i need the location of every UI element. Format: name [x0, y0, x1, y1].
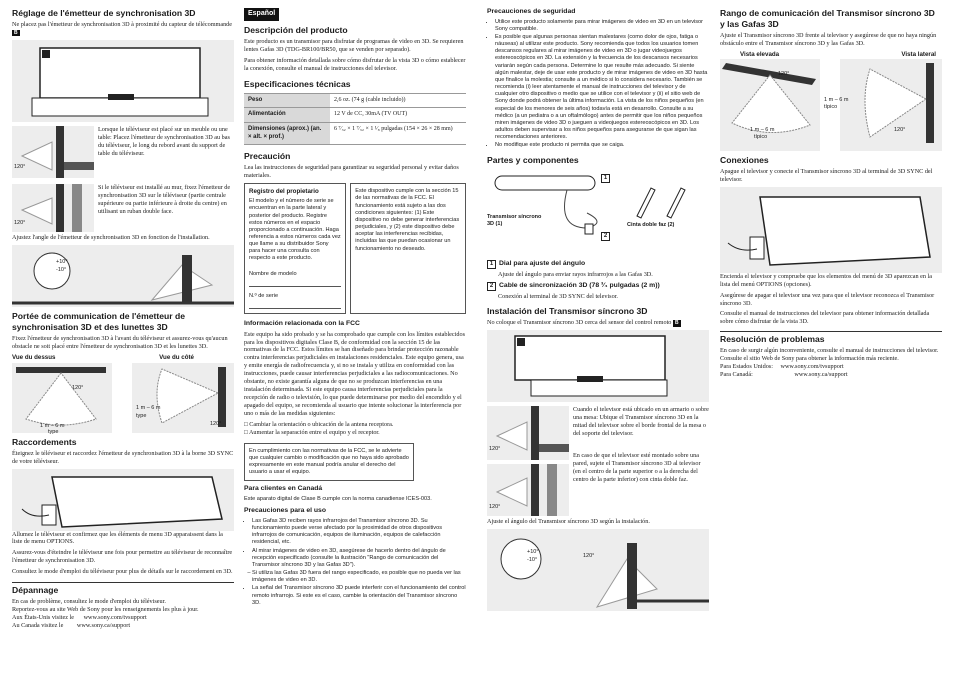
fcc-warning-box: En cumplimiento con las normativas de la FCC, se le advierte que cualquier cambio o modificación que no haya sido aprobado expresamente en este manual podría anular el derecho del usuario a usar el equipo.: [244, 443, 414, 482]
transmitter-label: Transmisor síncrono 3D (1): [487, 213, 542, 227]
heading-rango: Rango de comunicación del Transmisor síncrono 3D y las Gafas 3D: [720, 8, 935, 29]
para-sitio: Consulte el sitio Web de Sony para obtener la información más reciente.: [720, 355, 899, 363]
connection-illustration-es: [720, 187, 942, 273]
typical-top-label-es: típico: [754, 133, 768, 140]
tv-on-table-illustration: [12, 40, 234, 122]
heading-partes: Partes y componentes: [487, 154, 579, 165]
typical-side-label-es: típico: [824, 103, 838, 110]
note-wall-es: En caso de que el televisor esté montado sobre una pared, sujete el Transmisor síncrono 3D al televisor (en el centro de la parte superior o a la derecha del centro de la parte inferior) con cinta doble faz.: [573, 452, 701, 484]
view-side-label: Vue du côté: [159, 353, 194, 361]
list-item: • Las Gafas 3D reciben rayos infrarrojos del Transmisor síncrono 3D. Su funcionamiento puede verse afectado por la proximidad de otros dispositivos infrarrojos de comunicación, equipos de iluminación, equipos de calefacción residencial, etc.: [252, 518, 466, 547]
para-manual: Consulte el manual de instrucciones del televisor para obtener información detallada sobre cómo disfrutar de la vista 3D.: [720, 310, 930, 326]
list-item: – Si utiliza las Gafas 3D fuera del rango especificado, es posible que no pueda ver las imágenes de video en 3D.: [252, 570, 466, 584]
model-field-label: Nombre de modelo: [249, 271, 341, 287]
para-inconveniente: En caso de surgir algún inconveniente, consulte el manual de instrucciones del televisor.: [720, 347, 939, 355]
column-french: [12, 8, 234, 630]
ca-link[interactable]: www.sony.ca/support: [76, 622, 131, 629]
note-furniture: Lorsque le téléviseur est placé sur un meuble ou une table: Placez l'émetteur de synchronisation 3D au bas du téléviseur, le long du rebord avant du support de table du téléviseur.: [98, 125, 230, 157]
part-number-1: 1: [601, 174, 610, 183]
badge-b: B: [14, 29, 18, 36]
part-1: 1 Dial para ajuste del ángulo: [487, 260, 709, 269]
angle-label: 120°: [14, 163, 26, 170]
support-us-es: Para Estados Unidos: www.sony.com/tvsupport: [720, 363, 844, 371]
para-apagar: Asegúrese de apagar el televisor una vez para que el televisor reconozca el Transmisor síncrono 3D.: [720, 291, 935, 307]
us-link-es[interactable]: www.sony.com/tvsupport: [780, 363, 844, 371]
angle-label-es: 120°: [489, 446, 501, 453]
fcc-bullet-1: □ Cambiar la orientación o ubicación de la antena receptora.: [244, 420, 394, 428]
angle-label-2: 120°: [14, 219, 26, 226]
para-site: Reportez-vous au site Web de Sony pour les renseignements les plus à jour.: [12, 606, 199, 614]
column-spanish-1: [244, 8, 466, 608]
tilt-minus-label-es: -10°: [527, 557, 538, 564]
tilt-plus-label: +10°: [56, 258, 68, 265]
ca-link-es[interactable]: www.sony.ca/support: [794, 371, 848, 379]
view-side-label-es: Vista lateral: [901, 50, 936, 58]
language-tag: Español: [244, 8, 279, 21]
badge-b: B: [674, 320, 679, 327]
heading-descripcion: Descripción del producto: [244, 24, 348, 35]
tape-label: Cinta doble faz (2): [627, 221, 675, 228]
para-raccordements: Éteignez le téléviseur et raccordez l'émetteur de synchronisation 3D à la borne 3D SYNC de votre téléviseur.: [12, 449, 234, 465]
para-details: Consultez le mode d'emploi du téléviseur pour plus de détails sur le raccordement en 3D.: [12, 568, 233, 576]
para-descripcion: Este producto es un transmisor para disfrutar de programas de video en 3D. Se requieren lentes Gafas 3D (TDG-BR100/BR50, que se venden por separado).: [244, 37, 464, 53]
list-item: • Al mirar imágenes de video en 3D, asegúrese de hacerlo dentro del ángulo de recepción especificado (consulte la ilustración "Rango de comunicación del Transmisor síncrono 3D y las Gafas 3D").: [252, 548, 466, 569]
serial-field-label: N.º de serie: [249, 293, 341, 309]
list-item: • La señal del Transmisor síncrono 3D puede interferir con el funcionamiento del control remoto infrarrojo. Si este es el caso, cambie la orientación del Transmisor síncrono 3D.: [252, 585, 466, 606]
range-side-label: 1 m – 6 m: [136, 404, 161, 411]
typical-top-label: type: [48, 428, 59, 435]
table-row: Dimensiones (aprox.) (an. × alt. × prof.) 6 ⁷⁄₃₂ × 1 ⁷⁄₃₂ × 1 ¹⁄₈ pulgadas (154 × 26 × 28 mm): [244, 123, 466, 145]
para-opciones: Encienda el televisor y compruebe que los elementos del menú de 3D aparezcan en la lista del menú OPTIONS (opciones).: [720, 272, 933, 288]
angle-adjust-label-es: 120°: [583, 553, 595, 560]
heading-portee: Portée de communication de l'émetteur de synchronisation 3D et des lunettes 3D: [12, 310, 186, 332]
para-options: Allumez le téléviseur et confirmez que les éléments de menu 3D apparaissent dans la liste de menu OPTIONS.: [12, 530, 223, 546]
heading-fcc: Información relacionada con la FCC: [244, 319, 360, 327]
para-reglage: Ne placez pas l'émetteur de synchronisation 3D à proximité du capteur de télécommande B: [12, 21, 233, 36]
heading-problemas: Resolución de problemas: [720, 331, 942, 345]
specs-table: [244, 93, 466, 146]
view-top-label-es: Vista elevada: [740, 50, 780, 58]
typical-side-label: type: [136, 412, 147, 419]
table-row: Peso 2,6 oz. (74 g (cable incluido)): [244, 93, 466, 108]
adjust-angle-text: Ajustez l'angle de l'émetteur de synchronisation 3D en fonction de l'installation.: [12, 233, 210, 241]
heading-especificaciones: Especificaciones técnicas: [244, 78, 351, 89]
connection-illustration: [12, 469, 234, 531]
para-probleme: En cas de problème, consultez le mode d'emploi du téléviseur.: [12, 598, 166, 606]
heading-reglage: Réglage de l'émetteur de synchronisation 3D: [12, 8, 196, 18]
owner-registration-box: Registro del propietario El modelo y el número de serie se encuentran en la parte lateral y posterior del producto. Registre estos números en el espacio proporcionado a continuación. Haga referencia a estos números cada vez que llame a su distribuidor Sony para hacer una consulta con respecto a este producto. Nombre de modelo N.º de serie: [244, 183, 346, 314]
seguridad-list: [487, 19, 709, 150]
tilt-plus-label-es: +10°: [527, 549, 539, 556]
heading-raccordements: Raccordements: [12, 436, 77, 447]
parts-illustration: [487, 168, 709, 256]
support-ca: Au Canada visitez le www.sony.ca/support: [12, 622, 131, 629]
note-wall: Si le téléviseur est installé au mur, fixez l'émetteur de synchronisation 3D sur le téléviseur (partie centrale supérieure ou partie inférieure à droite du centre) en utilisant un ruban double face.: [98, 183, 231, 215]
part-2-desc: Conexión al terminal de 3D SYNC del televisor.: [498, 293, 618, 301]
para-instalacion: No coloque el Transmisor síncrono 3D cerca del sensor del control remoto B: [487, 319, 679, 327]
para-precaucion: Lea las instrucciones de seguridad para garantizar su seguridad personal y evitar daños materiales.: [244, 164, 459, 180]
heading-canada: Para clientes en Canadá: [244, 485, 323, 493]
angle-top-label: 120°: [72, 384, 84, 391]
uso-list: [244, 518, 466, 607]
owner-boxes: [244, 183, 466, 314]
range-top-label: 1 m – 6 m: [40, 422, 65, 429]
para-eteindre: Assurez-vous d'éteindre le téléviseur une fois pour permettre au téléviseur de reconnaître l'émetteur de synchronisation 3D.: [12, 549, 233, 565]
heading-depannage: Dépannage: [12, 582, 234, 596]
heading-precaucion: Precaución: [244, 151, 291, 162]
range-side-label-es: 1 m – 6 m: [824, 96, 849, 103]
heading-conexiones: Conexiones: [720, 154, 769, 165]
list-item: • Es posible que algunas personas sientan malestares (como dolor de ojos, fatiga o náuseas) al utilizar este producto. Sony recomienda que todos los usuarios tomen descansos regulares al mirar imágenes de video en 3D o jugar videojuegos estereoscópicos en 3D. La extensión y la frecuencia de los descansos necesarios variarán según cada persona. Determine lo que resulte más adecuado. Si siente algún malestar, deje de usar este producto y de mirar imágenes de video en 3D hasta que finalice la molestia; consulte a un médico si lo considera necesario. También se recomienda (i) leer atentamente el manual de instrucciones del televisor y de cualquier otro dispositivo o medio que se utilice con el televisor y (ii) el sitio web de Sony donde podrá obtener la última información. La vista de los niños pequeños (en especial de los menores de seis años) todavía está en desarrollo. Consulte a su médico (a un pediatra o a un oftalmólogo) antes de permitir que los niños pequeños miren imágenes de video 3D o jueguen a videojuegos estereoscópicos en 3D. Los adultos deben supervisar a los niños pequeños para asegurarse de que sigan las recomendaciones anteriores.: [495, 34, 709, 141]
table-row: Alimentación 12 V de CC, 30mA (TV OUT): [244, 108, 466, 123]
tilt-minus-label: -10°: [56, 266, 67, 273]
column-spanish-3: [720, 8, 942, 379]
heading-uso: Precauciones para el uso: [244, 507, 326, 515]
heading-instalacion: Instalación del Transmisor síncrono 3D: [487, 306, 648, 317]
part-1-desc: Ajuste del ángulo para enviar rayos infrarrojos a las Gafas 3D.: [498, 270, 653, 278]
us-link[interactable]: www.sony.com/tvsupport: [83, 614, 147, 622]
fcc-compliance-box: Este dispositivo cumple con la sección 15 de las normativas de la FCC. El funcionamiento está sujeto a las dos condiciones siguientes: (1) Este dispositivo no debe generar interferencias perjudiciales, y (2) este dispositivo debe aceptar las interferencias recibidas, incluidas las que puedan ocasionar un funcionamiento no deseado.: [350, 183, 466, 314]
adjust-angle-text-es: Ajuste el ángulo del Transmisor síncrono 3D según la instalación.: [487, 518, 650, 526]
support-us: Aux États-Unis visitez le www.sony.com/tvsupport: [12, 614, 147, 622]
angle-label-es-2: 120°: [489, 504, 501, 511]
para-info: Para obtener información detallada sobre cómo disfrutar de la vista 3D o cómo establecer la conexión, consulte el manual de instrucciones del televisor.: [244, 56, 466, 72]
list-item: • Utilice este producto solamente para mirar imágenes de video en 3D en un televisor Sony compatible.: [495, 19, 709, 33]
part-number-2: 2: [601, 232, 610, 241]
part-2: 2 Cable de sincronización 3D (78 ³⁄₄ pulgadas (2 m)): [487, 282, 709, 291]
angle-top-label-es: 120°: [778, 70, 790, 77]
tv-on-table-illustration-es: [487, 330, 709, 402]
angle-side-label: 120°: [210, 420, 222, 427]
column-spanish-2: [487, 8, 709, 611]
support-ca-es: Para Canadá: www.sony.ca/support: [720, 371, 848, 379]
angle-adjust-illustration-es: [487, 529, 709, 611]
list-item: • No modifique este producto ni permita que se caiga.: [495, 142, 709, 149]
range-top-label-es: 1 m – 6 m: [750, 126, 775, 133]
note-furniture-es: Cuando el televisor está ubicado en un armario o sobre una mesa: Ubique el Transmisor síncrono 3D en la mitad del televisor sobre el borde frontal de la mesa o del soporte del televisor.: [573, 406, 709, 438]
angle-side-label-es: 120°: [894, 126, 906, 133]
para-conexiones: Apague el televisor y conecte el Transmisor síncrono 3D al terminal de 3D SYNC del televisor.: [720, 167, 933, 183]
para-rango: Ajuste el Transmisor síncrono 3D frente al televisor y asegúrese de que no haya ningún obstáculo entre el Transmisor síncrono 3D y las Gafas 3D.: [720, 32, 937, 47]
para-fcc: Este equipo ha sido probado y se ha comprobado que cumple con los límites establecidos para los dispositivos digitales Clase B, de conformidad con la sección 15 de las normativas de la FCC. Estos límites se han diseñado para brindar protección razonable contra interferencias perjudiciales en instalaciones residenciales. Este equipo genera, usa y emite energía de radiofrecuencia y, si no se instala y utiliza en conformidad con las instrucciones, puede causar interferencias perjudiciales a las radiocomunicaciones. No obstante, no existe garantía alguna de que no se produzcan interferencias en una instalación determinada. Si este equipo causa interferencias perjudiciales para la recepción de radio o televisión, lo que puede determinarse por medio del encendido y el apagado del equipo, se recomienda al usuario que intente solucionar la interferencia por uno o más de las medidas siguientes:: [244, 330, 465, 417]
para-portee: Fixez l'émetteur de synchronisation 3D à l'avant du téléviseur et assurez-vous qu'aucun obstacle ne soit placé entre l'émetteur de synchronisation 3D et les lunettes 3D.: [12, 334, 228, 350]
angle-adjust-illustration: [12, 245, 234, 307]
view-top-label: Vue du dessus: [12, 353, 56, 361]
fcc-bullet-2: □ Aumentar la separación entre el equipo y el receptor.: [244, 428, 380, 436]
para-canada: Este aparato digital de Clase B cumple con la norma canadiense ICES-003.: [244, 496, 432, 503]
heading-seguridad: Precauciones de seguridad: [487, 8, 576, 15]
